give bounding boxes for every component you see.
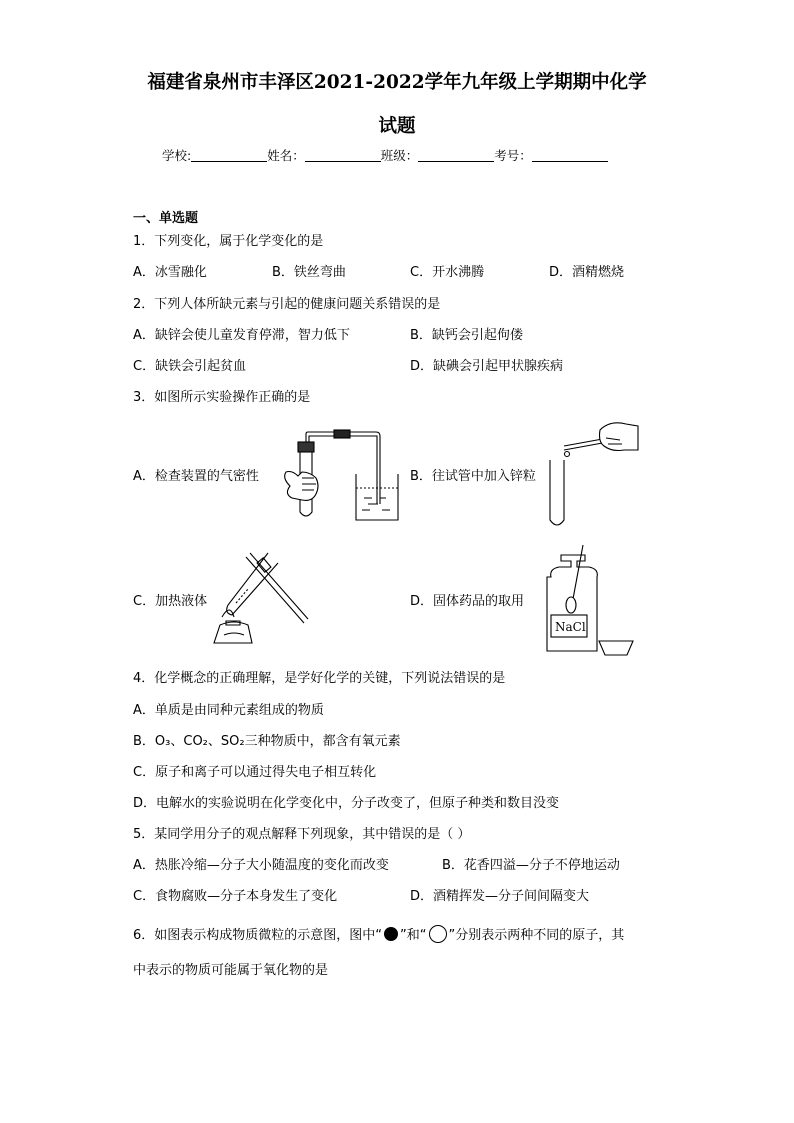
q2-option-d: D．缺碘会引起甲状腺疾病 bbox=[410, 359, 564, 374]
q5-option-c: C．食物腐败—分子本身发生了变化 bbox=[133, 889, 338, 904]
q6-stem-part-3: ”分别表示两种不同的原子，其 bbox=[448, 928, 625, 943]
q3-option-d: D．固体药品的取用 bbox=[410, 594, 525, 609]
figure-heating-liquid bbox=[200, 545, 312, 649]
q3-option-c: C．加热液体 bbox=[133, 594, 208, 609]
q2-option-c: C．缺铁会引起贫血 bbox=[133, 359, 247, 374]
name-blank bbox=[305, 149, 381, 162]
title-line-1: 福建省泉州市丰泽区2021-2022学年九年级上学期期中化学 bbox=[147, 72, 647, 93]
q1-option-a: A．冰雪融化 bbox=[133, 265, 207, 280]
q5-option-d: D．酒精挥发—分子间间隔变大 bbox=[410, 889, 590, 904]
q3-option-b: B．往试管中加入锌粒 bbox=[410, 469, 536, 484]
q6-stem-line-2: 中表示的物质可能属于氧化物的是 bbox=[133, 963, 329, 978]
q5-option-a: A．热胀冷缩—分子大小随温度的变化而改变 bbox=[133, 858, 389, 873]
black-atom-icon bbox=[384, 927, 398, 941]
q1-option-b: B．铁丝弯曲 bbox=[272, 265, 346, 280]
name-label: 姓名： bbox=[267, 148, 305, 163]
nacl-label: NaCl bbox=[555, 620, 586, 634]
q1-option-c: C．开水沸腾 bbox=[410, 265, 485, 280]
title-line-2: 试题 bbox=[378, 116, 416, 137]
exam-no-blank bbox=[532, 149, 608, 162]
figure-airtightness-check bbox=[272, 428, 400, 524]
q2-option-b: B．缺钙会引起佝偻 bbox=[410, 328, 523, 343]
q4-option-c: C．原子和离子可以通过得失电子相互转化 bbox=[133, 765, 377, 780]
white-atom-icon bbox=[429, 925, 447, 943]
q6-stem-part-2: ”和“ bbox=[400, 928, 427, 943]
q3-stem: 3．如图所示实验操作正确的是 bbox=[133, 390, 311, 405]
q4-option-a: A．单质是由同种元素组成的物质 bbox=[133, 703, 324, 718]
q1-stem: 1．下列变化，属于化学变化的是 bbox=[133, 234, 324, 249]
q2-option-a: A．缺锌会使儿童发育停滞，智力低下 bbox=[133, 328, 350, 343]
q3-option-a: A．检查装置的气密性 bbox=[133, 469, 259, 484]
q4-stem: 4．化学概念的正确理解，是学好化学的关键，下列说法错误的是 bbox=[133, 671, 506, 686]
section-heading: 一、单选题 bbox=[133, 211, 199, 226]
figure-solid-reagent bbox=[537, 543, 641, 659]
q4-option-d: D．电解水的实验说明在化学变化中，分子改变了，但原子种类和数目没变 bbox=[133, 796, 560, 811]
exam-no-label: 考号： bbox=[494, 148, 532, 163]
school-blank bbox=[191, 149, 267, 162]
q5-stem: 5．某同学用分子的观点解释下列现象，其中错误的是（ ） bbox=[133, 827, 471, 842]
figure-adding-zinc bbox=[540, 416, 640, 532]
q6-stem-line-1 bbox=[133, 925, 624, 945]
school-label: 学校: bbox=[162, 148, 192, 163]
q1-option-d: D．酒精燃烧 bbox=[549, 265, 625, 280]
q6-stem-part-1: 6．如图表示构成物质微粒的示意图，图中“ bbox=[133, 928, 383, 943]
class-blank bbox=[418, 149, 494, 162]
student-info-line bbox=[162, 146, 608, 164]
class-label: 班级： bbox=[380, 148, 419, 163]
q2-stem: 2．下列人体所缺元素与引起的健康问题关系错误的是 bbox=[133, 297, 441, 312]
q5-option-b: B．花香四溢—分子不停地运动 bbox=[442, 858, 620, 873]
q4-option-b: B．O₃、CO₂、SO₂三种物质中，都含有氧元素 bbox=[133, 734, 401, 749]
